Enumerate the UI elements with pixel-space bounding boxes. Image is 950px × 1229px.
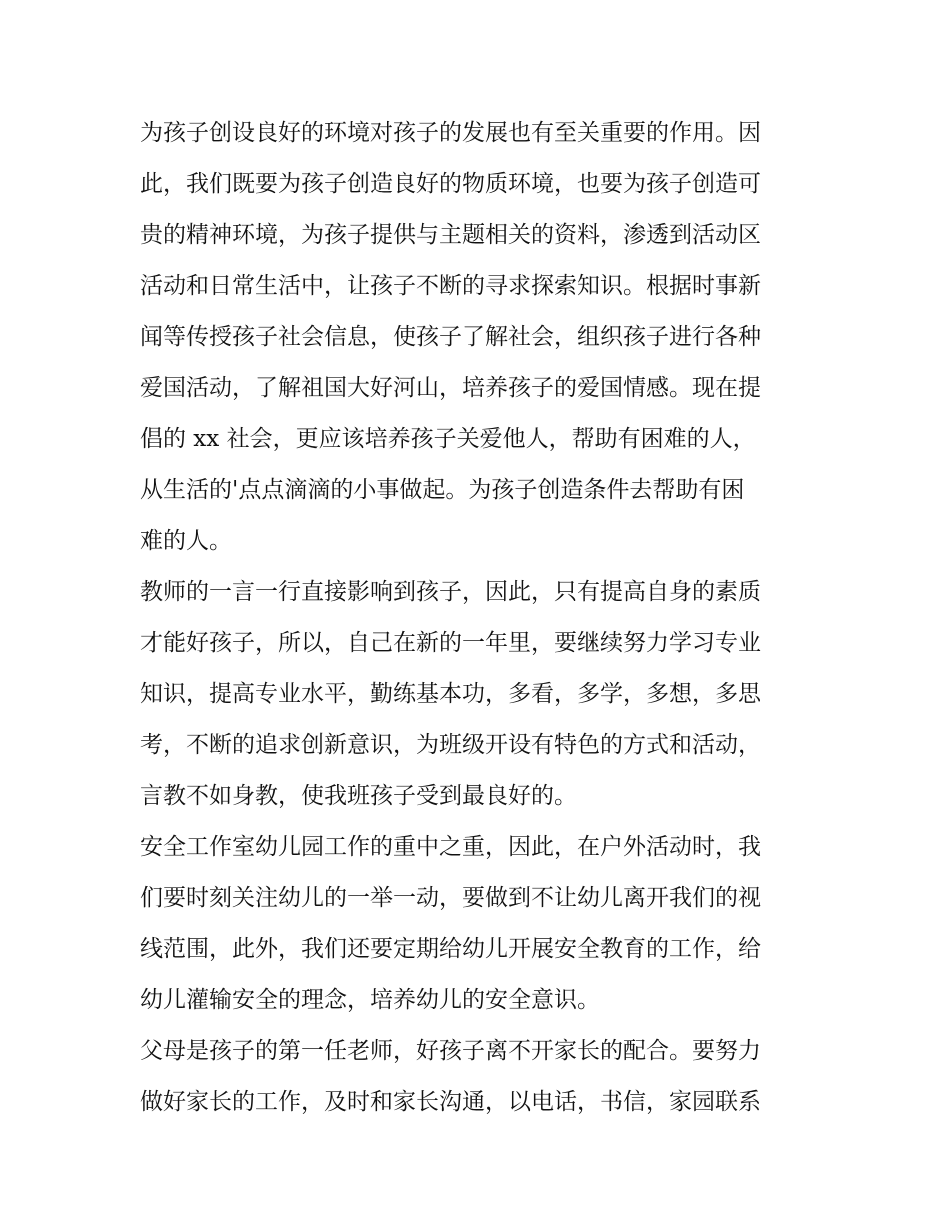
paragraph-environment	[140, 108, 820, 567]
text-line: 们要时刻关注幼儿的一举一动，要做到不让幼儿离开我们的视	[140, 885, 761, 911]
text-line: 父母是孩子的第一任老师，好孩子离不开家长的配合。要努力	[140, 1038, 761, 1064]
text-line: 才能好孩子，所以，自己在新的一年里，要继续努力学习专业	[140, 630, 761, 656]
text-line: 线范围，此外，我们还要定期给幼儿开展安全教育的工作，给	[140, 936, 761, 962]
text-line: 难的人。	[140, 528, 232, 554]
text-line: 爱国活动，了解祖国大好河山，培养孩子的爱国情感。现在提	[140, 375, 761, 401]
text-line: 倡的 xx 社会，更应该培养孩子关爱他人，帮助有困难的人，	[140, 426, 756, 452]
text-line: 此，我们既要为孩子创造良好的物质环境，也要为孩子创造可	[140, 171, 761, 197]
text-line: 知识，提高专业水平，勤练基本功，多看，多学，多想，多思	[140, 681, 761, 707]
text-line: 活动和日常生活中，让孩子不断的寻求探索知识。根据时事新	[140, 273, 761, 299]
paragraph-parents	[140, 1026, 820, 1128]
text-line: 闻等传授孩子社会信息，使孩子了解社会，组织孩子进行各种	[140, 324, 761, 350]
text-line: 幼儿灌输安全的理念，培养幼儿的安全意识。	[140, 987, 600, 1013]
text-line: 从生活的'点点滴滴的小事做起。为孩子创造条件去帮助有困	[140, 477, 745, 503]
paragraph-teacher	[140, 567, 820, 822]
paragraph-safety	[140, 822, 820, 1026]
text-line: 为孩子创设良好的环境对孩子的发展也有至关重要的作用。因	[140, 120, 761, 146]
document-body	[140, 108, 820, 1128]
text-line: 教师的一言一行直接影响到孩子，因此，只有提高自身的素质	[140, 579, 761, 605]
text-line: 考，不断的追求创新意识，为班级开设有特色的方式和活动，	[140, 732, 761, 758]
text-line: 言教不如身教，使我班孩子受到最良好的。	[140, 783, 577, 809]
text-line: 做好家长的工作，及时和家长沟通，以电话，书信，家园联系	[140, 1089, 761, 1115]
text-line: 安全工作室幼儿园工作的重中之重，因此，在户外活动时，我	[140, 834, 761, 860]
text-line: 贵的精神环境，为孩子提供与主题相关的资料，渗透到活动区	[140, 222, 761, 248]
